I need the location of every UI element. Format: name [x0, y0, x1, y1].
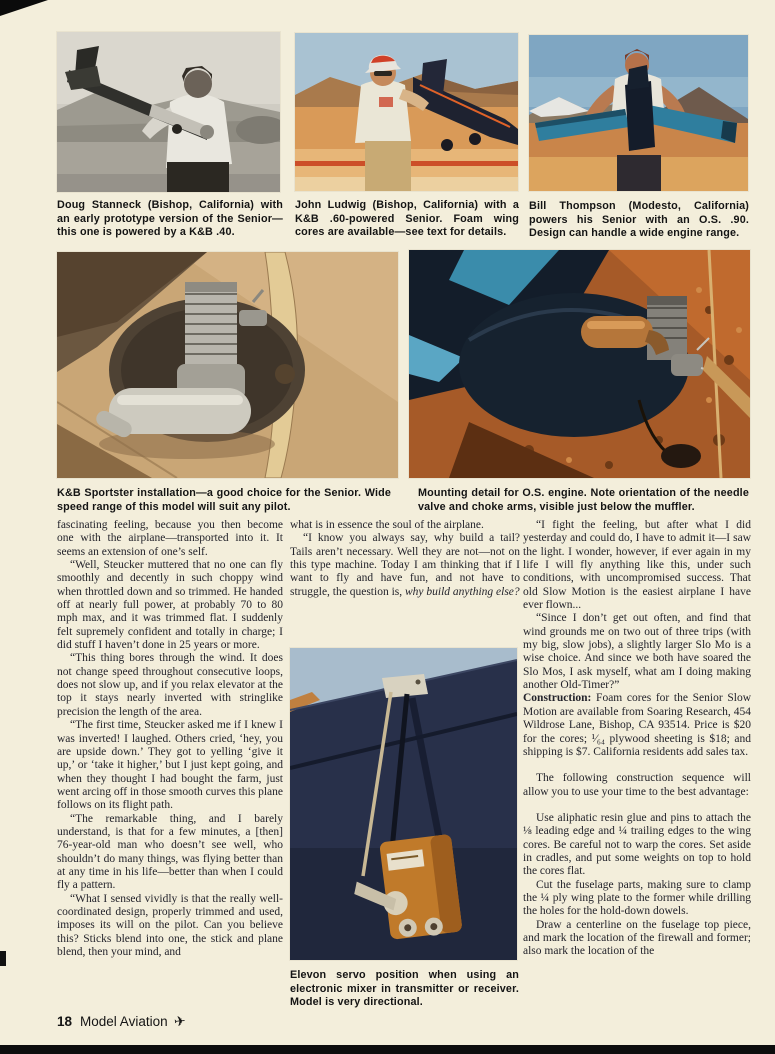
servo-position-photo-illustration: [290, 648, 517, 960]
page-number: 18: [57, 1014, 73, 1029]
photo-os-engine-mounting: [409, 250, 750, 478]
scan-edge-artifact: [0, 951, 6, 966]
construction-label: Construction:: [523, 692, 592, 705]
photo-elevon-servo: [290, 648, 517, 960]
grayscale-pilot-photo-illustration: [57, 32, 280, 192]
body-paragraph: “I fight the feeling, but after what I did yesterday and could do, I have to admit it—I saw the light. I wonder, however, if ever again in my life I will fly anything like this, under such conditions, with uncompromised success. That old Slow Motion is the easiest airplane I have ever flown...: [523, 519, 751, 612]
body-paragraph: Use aliphatic resin glue and pins to attach the ⅛ leading edge and ¼ trailing edges to the wing cores. Be careful not to warp the cores. Set aside in cradles, and put some weights on top to hold the cores flat.: [523, 811, 751, 878]
photo-doug-stanneck: [57, 32, 280, 192]
body-paragraph: “Since I don’t get out often, and find that wind grounds me on two out of three trips (with my big, slow jobs), a slightly larger Slo Mo is a wise choice. And since we both have soared the Slo Mos, I ask myself, what am I doing making another Old-Timer?”: [523, 612, 751, 692]
pilot-with-blue-plane-photo-illustration: [529, 35, 748, 191]
engine-installation-photo-illustration: [57, 252, 398, 478]
scan-bottom-edge: [0, 1045, 775, 1054]
body-paragraph: Cut the fuselage parts, making sure to clamp the ¼ ply wing plate to the former while drilling the holes for the hold-down dowels.: [523, 878, 751, 918]
magazine-title: Model Aviation: [80, 1014, 168, 1029]
construction-text: Foam cores for the Senior Slow Motion are available from Soaring Research, 454 Wildrose Lane, Bishop, CA 93514. Price is $20 for the cores; ¹⁄₆₄ plywood sheeting is $18; and shipping is $7. California residents add sales tax.: [523, 692, 751, 758]
body-paragraph: The following construction sequence will allow you to use your time to the best advantage:: [523, 772, 751, 798]
page-footer: [57, 1013, 185, 1030]
caption-photo6: Elevon servo position when using an electronic mixer in transmitter or receiver. Model is very directional.: [290, 969, 519, 1009]
body-paragraph: “The remarkable thing, and I barely understand, is that for a few minutes, a [then] 76-year-old man who doesn’t see well, who shouldn’t do many things, was flying better than at any time in his life—better than when I could fly a pattern.: [57, 812, 283, 892]
caption-photo4: K&B Sportster installation—a good choice for the Senior. Wide speed range of this model will suit any pilot.: [57, 487, 391, 513]
engine-mounting-photo-illustration: [409, 250, 750, 478]
pilot-with-plane-photo-illustration: [295, 33, 518, 191]
photo-kb-sportster-engine: [57, 252, 398, 478]
body-paragraph: “This thing bores through the wind. It does not change speed throughout consecutive loops, does not slow up, and if you relax elevator at the top it stays nearly inverted with stringlike precision the length of the area.: [57, 652, 283, 718]
article-column-middle: [290, 519, 520, 599]
emphasized-text: why build anything else?: [405, 585, 520, 598]
caption-photo2: John Ludwig (Bishop, California) with a K&B .60-powered Senior. Foam wing cores are available—see text for details.: [295, 199, 519, 239]
body-paragraph: what is in essence the soul of the airplane.: [290, 519, 484, 531]
body-paragraph: Draw a centerline on the fuselage top piece, and mark the location of the firewall and former; also mark the location of the: [523, 918, 751, 958]
body-paragraph: “Well, Steucker muttered that no one can fly smoothly and decently in such choppy wind when throttled down and so trimmed. He handed off at nearly full power, at probably 70 to 80 mph max, and it was trimmed flat. I suddenly felt supremely confident and totally in charge; I did stuff I haven’t done in 25 years or more.: [57, 559, 283, 652]
body-paragraph: [290, 532, 520, 599]
body-paragraph-construction: [523, 692, 751, 759]
article-column-right: [523, 519, 751, 959]
photo-bill-thompson: [529, 35, 748, 191]
airplane-icon: ✈: [172, 1012, 187, 1030]
scan-corner-artifact: [0, 0, 48, 16]
article-column-left: [57, 519, 283, 959]
body-paragraph: “The first time, Steucker asked me if I knew I was inverted! I laughed. Others cried, ‘hey, you are upside down.’ They got to yelling ‘give it up,’ or ‘take it higher,’ but I just kept going, and when they thought I had bought the farm, just went arcing off in those smooth curves this plane follows on its flight path.: [57, 719, 283, 812]
body-paragraph: fascinating feeling, because you then become one with the airplane—transported into it. It seems an extension of one’s self.: [57, 519, 283, 558]
quote-text: “I know you always say, why build a tail? Tails aren’t necessary. Well they are not—not on this type machine. Today I am thinking that if I want to fly and have fun, and not have to struggle, the question is,: [290, 532, 520, 598]
photo-john-ludwig: [295, 33, 518, 191]
caption-photo5: Mounting detail for O.S. engine. Note orientation of the needle valve and choke arms, visible just below the muffler.: [418, 487, 749, 513]
caption-photo1: Doug Stanneck (Bishop, California) with an early prototype version of the Senior—this one is powered by a K&B .40.: [57, 199, 283, 239]
body-paragraph: “What I sensed vividly is that the really well-coordinated design, properly trimmed and used, imposes its will on the pilot. Can you believe this? Sticks blend into one, the stick and plane blend, then your mind, and: [57, 892, 283, 958]
caption-photo3: Bill Thompson (Modesto, California) powers his Senior with an O.S. .90. Design can handle a wide engine range.: [529, 200, 749, 240]
